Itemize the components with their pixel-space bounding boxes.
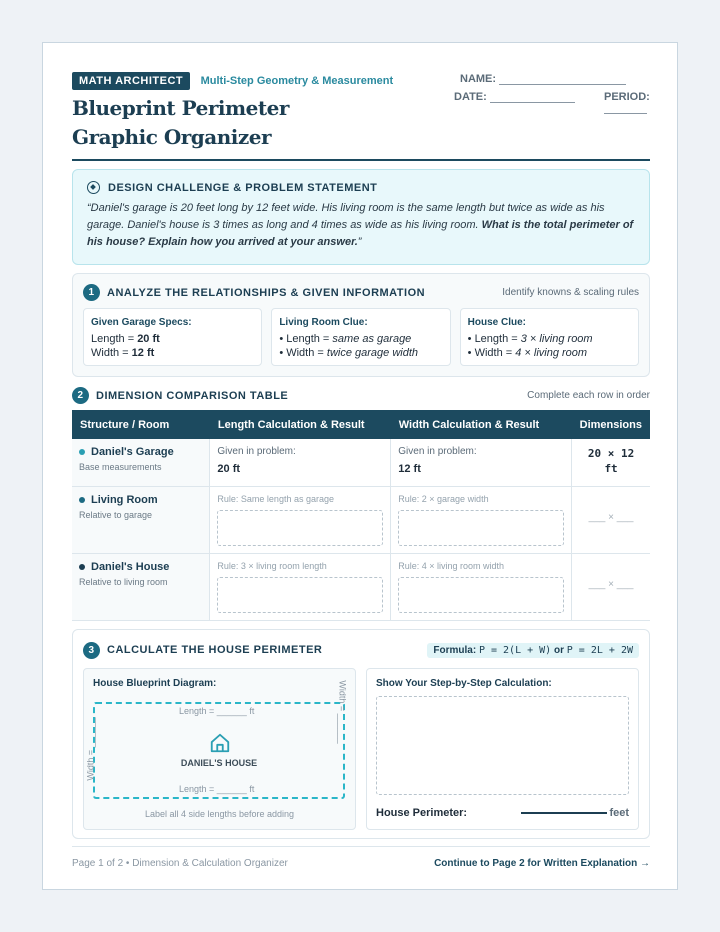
footer-page-info: Page 1 of 2 • Dimension & Calculation Organizer <box>72 857 288 869</box>
clue-length-value: 20 ft <box>137 333 160 345</box>
problem-text-end: ” <box>357 236 362 248</box>
clue-title: House Clue: <box>467 317 526 328</box>
section-2-hint: Complete each row in order <box>527 390 650 401</box>
room-name-text: Living Room <box>91 493 158 506</box>
width-cell <box>391 486 572 553</box>
compass-icon <box>87 181 100 194</box>
step-number-badge: 1 <box>83 284 100 301</box>
column-header: Width Calculation & Result <box>391 410 572 439</box>
challenge-heading <box>87 181 635 194</box>
perimeter-unit: feet <box>609 806 629 819</box>
clue-width-label: • Width = <box>279 347 327 359</box>
section-1-heading <box>83 284 639 301</box>
period-line <box>604 113 647 114</box>
table-row <box>72 439 650 486</box>
width-cell <box>391 553 572 620</box>
date-line <box>490 102 575 103</box>
width-right-label[interactable]: Width = ______ <box>337 679 348 744</box>
dimensions-cell[interactable] <box>572 553 650 620</box>
table-row <box>72 553 650 620</box>
section-3-title: CALCULATE THE HOUSE PERIMETER <box>107 644 323 656</box>
section-1-hint: Identify knowns & scaling rules <box>502 287 639 298</box>
perimeter-answer-line[interactable] <box>521 812 607 814</box>
calculation-box[interactable] <box>376 696 629 795</box>
length-answer-box[interactable] <box>217 577 383 613</box>
bullet-dot-icon <box>79 449 85 455</box>
clue-length-value: 3 × living room <box>520 333 593 345</box>
room-subtitle: Base measurements <box>79 462 162 472</box>
table-row <box>72 486 650 553</box>
challenge-heading-text: DESIGN CHALLENGE & PROBLEM STATEMENT <box>108 181 378 194</box>
width-rule: Rule: 4 × living room width <box>398 560 505 571</box>
clue-length <box>91 332 254 346</box>
worksheet-title: Blueprint Perimeter Graphic Organizer <box>72 96 289 149</box>
name-line <box>499 84 626 85</box>
clue-title: Living Room Clue: <box>279 317 368 328</box>
calculation-panel <box>366 668 639 830</box>
formula-label: Formula: <box>433 644 479 656</box>
dimensions-blank: ___ × ___ <box>588 511 634 523</box>
table-header-row <box>72 410 650 439</box>
column-header: Structure / Room <box>72 410 210 439</box>
continue-link[interactable]: Continue to Page 2 for Written Explanation → <box>434 857 650 869</box>
perimeter-section <box>72 629 650 839</box>
length-cell <box>210 486 391 553</box>
length-rule: Rule: 3 × living room length <box>217 560 327 571</box>
dimensions-cell[interactable] <box>572 486 650 553</box>
formula-1: P = 2(L + W) <box>478 644 552 656</box>
formula-2: P = 2L + 2W <box>566 644 633 656</box>
length-answer-box[interactable] <box>217 510 383 546</box>
problem-text: “Daniel's garage is 20 feet long by 12 feet wide. His living room is the same length but twice as wide as his garage. Daniel's house is 3 times as long and 4 times as wide as his living room. <box>87 202 605 231</box>
width-value: 12 ft <box>398 463 421 475</box>
clue-cards <box>83 308 639 366</box>
period-field[interactable] <box>604 91 650 103</box>
length-bottom-label[interactable]: Length = ______ ft <box>179 783 255 794</box>
column-header: Length Calculation & Result <box>210 410 391 439</box>
section-2-title: DIMENSION COMPARISON TABLE <box>96 389 289 402</box>
length-value: 20 ft <box>217 463 241 475</box>
worksheet-subtitle: Multi-Step Geometry & Measurement <box>200 75 394 87</box>
name-field[interactable] <box>460 73 626 85</box>
room-name <box>79 446 202 458</box>
width-left-label[interactable]: Width = ______ <box>85 716 96 781</box>
width-cell <box>391 439 572 486</box>
room-name <box>79 561 202 573</box>
formula-or: or <box>551 644 567 656</box>
section-3-heading <box>83 642 639 659</box>
perimeter-label: House Perimeter: <box>376 806 468 819</box>
clue-title: Given Garage Specs: <box>91 317 192 328</box>
worksheet-page <box>42 42 678 890</box>
diagram-note: Label all 4 side lengths before adding <box>144 808 295 819</box>
clue-width-value: 4 × living room <box>515 347 588 359</box>
blueprint-diagram-panel <box>83 668 356 830</box>
diagram-title: House Blueprint Diagram: <box>93 677 217 689</box>
dimensions-value: 20 × 12 ft <box>587 447 635 475</box>
design-challenge-box <box>72 169 650 265</box>
page-footer <box>72 846 650 869</box>
worksheet-header <box>72 71 650 161</box>
garage-specs-card <box>83 308 262 366</box>
structure-cell <box>72 553 210 620</box>
length-top-label[interactable]: Length = ______ ft <box>179 705 255 716</box>
clue-width-value: twice garage width <box>326 347 418 359</box>
width-answer-box[interactable] <box>398 577 564 613</box>
room-name-text: Daniel's House <box>91 560 170 573</box>
brand-badge: MATH ARCHITECT <box>72 72 190 90</box>
section-2-heading <box>72 387 650 404</box>
dimensions-cell <box>572 439 650 486</box>
width-answer-box[interactable] <box>398 510 564 546</box>
column-header: Dimensions <box>572 410 650 439</box>
name-label: NAME: <box>460 73 497 85</box>
step-number-badge: 3 <box>83 642 100 659</box>
length-given-label: Given in problem: <box>217 446 296 457</box>
clue-width <box>279 346 442 360</box>
problem-question: What is the total perimeter of his house? Explain how you arrived at your answer. <box>87 219 634 248</box>
clue-width-label: • Width = <box>467 347 516 359</box>
length-cell <box>210 439 391 486</box>
width-given-label: Given in problem: <box>398 446 477 457</box>
structure-cell <box>72 439 210 486</box>
clue-length-label: • Length = <box>279 333 333 345</box>
date-label: DATE: <box>454 91 487 103</box>
step-number-badge: 2 <box>72 387 89 404</box>
length-rule: Rule: Same length as garage <box>217 493 334 504</box>
clue-width-label: Width = <box>91 347 132 359</box>
clue-length <box>468 332 631 346</box>
width-rule: Rule: 2 × garage width <box>398 493 489 504</box>
dimensions-blank: ___ × ___ <box>588 578 634 590</box>
house-icon <box>209 732 231 754</box>
clue-length-value: same as garage <box>332 333 412 345</box>
dimension-table <box>72 410 650 621</box>
worksheet-content <box>72 71 650 869</box>
room-subtitle: Relative to garage <box>79 509 153 520</box>
clue-width <box>468 346 631 360</box>
clue-length-label: • Length = <box>467 333 521 345</box>
bullet-dot-icon <box>79 564 85 570</box>
date-field[interactable] <box>454 91 575 103</box>
length-cell <box>210 553 391 620</box>
calculation-title: Show Your Step-by-Step Calculation: <box>376 677 552 689</box>
period-label: PERIOD: <box>604 91 650 103</box>
room-name <box>79 494 202 506</box>
clue-width <box>91 346 254 360</box>
house-outline <box>93 702 345 799</box>
house-clue-card <box>460 308 639 366</box>
room-subtitle: Relative to living room <box>79 576 168 587</box>
section-1-title: ANALYZE THE RELATIONSHIPS & GIVEN INFORMATION <box>107 286 426 299</box>
perimeter-panels <box>83 668 639 830</box>
clue-width-value: 12 ft <box>131 347 155 359</box>
clue-length <box>279 332 442 346</box>
clue-length-label: Length = <box>91 333 138 345</box>
house-name: DANIEL'S HOUSE <box>180 757 258 768</box>
structure-cell <box>72 486 210 553</box>
house-perimeter-row <box>376 807 629 819</box>
bullet-dot-icon <box>79 497 85 503</box>
analyze-section <box>72 273 650 377</box>
formula-badge <box>427 643 639 658</box>
problem-statement <box>87 200 635 251</box>
room-name-text: Daniel's Garage <box>91 446 174 458</box>
living-room-clue-card <box>271 308 450 366</box>
